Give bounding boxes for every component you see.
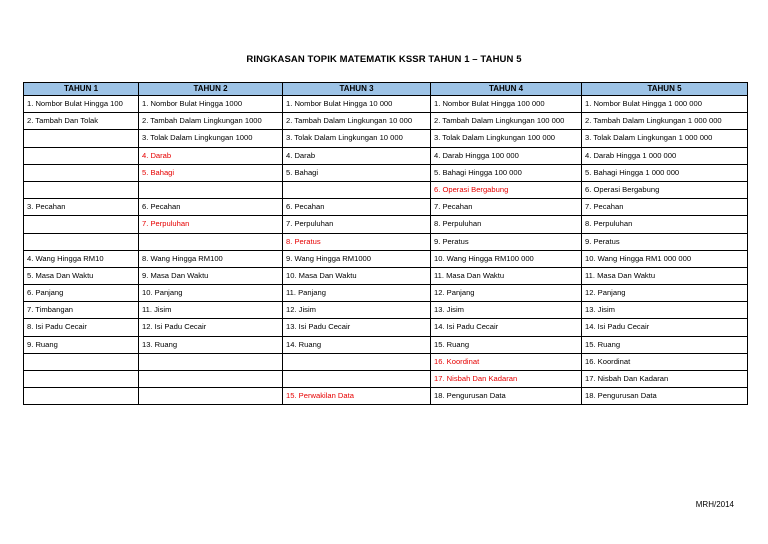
table-cell — [283, 371, 431, 388]
table-cell — [24, 147, 139, 164]
table-row — [24, 216, 748, 233]
header-tahun-3: TAHUN 3 — [283, 83, 431, 96]
table-row — [24, 96, 748, 113]
table-cell: 9. Ruang — [24, 336, 139, 353]
table-cell: 1. Nombor Bulat Hingga 1 000 000 — [582, 96, 748, 113]
table-cell: 1. Nombor Bulat Hingga 100 — [24, 96, 139, 113]
header-tahun-1: TAHUN 1 — [24, 83, 139, 96]
table-cell: 10. Masa Dan Waktu — [283, 267, 431, 284]
table-cell: 4. Darab Hingga 1 000 000 — [582, 147, 748, 164]
table-cell: 18. Pengurusan Data — [582, 388, 748, 405]
table-cell: 11. Masa Dan Waktu — [582, 267, 748, 284]
table-row — [24, 250, 748, 267]
table-cell: 4. Darab — [283, 147, 431, 164]
table-cell: 11. Jisim — [139, 302, 283, 319]
table-cell: 3. Pecahan — [24, 199, 139, 216]
topics-table — [23, 82, 748, 405]
table-cell: 10. Wang Hingga RM100 000 — [431, 250, 582, 267]
footer-code: MRH/2014 — [695, 500, 734, 509]
table-cell — [24, 130, 139, 147]
table-cell — [24, 388, 139, 405]
table-cell: 2. Tambah Dalam Lingkungan 1 000 000 — [582, 113, 748, 130]
table-cell: 5. Bahagi — [283, 164, 431, 181]
table-cell: 8. Wang Hingga RM100 — [139, 250, 283, 267]
table-cell: 2. Tambah Dalam Lingkungan 1000 — [139, 113, 283, 130]
table-cell: 7. Pecahan — [431, 199, 582, 216]
table-cell: 17. Nisbah Dan Kadaran — [431, 371, 582, 388]
table-cell: 2. Tambah Dalam Lingkungan 10 000 — [283, 113, 431, 130]
table-cell: 12. Jisim — [283, 302, 431, 319]
table-cell: 5. Bahagi Hingga 100 000 — [431, 164, 582, 181]
table-cell: 7. Perpuluhan — [139, 216, 283, 233]
table-cell: 17. Nisbah Dan Kadaran — [582, 371, 748, 388]
table-row — [24, 181, 748, 198]
header-tahun-4: TAHUN 4 — [431, 83, 582, 96]
table-cell: 3. Tolak Dalam Lingkungan 1 000 000 — [582, 130, 748, 147]
table-cell — [24, 164, 139, 181]
table-cell: 14. Ruang — [283, 336, 431, 353]
table-cell: 3. Tolak Dalam Lingkungan 100 000 — [431, 130, 582, 147]
table-cell: 8. Perpuluhan — [431, 216, 582, 233]
table-cell: 1. Nombor Bulat Hingga 100 000 — [431, 96, 582, 113]
table-cell: 3. Tolak Dalam Lingkungan 1000 — [139, 130, 283, 147]
table-cell — [24, 216, 139, 233]
table-cell: 7. Pecahan — [582, 199, 748, 216]
table-cell — [139, 371, 283, 388]
table-row — [24, 233, 748, 250]
table-cell — [24, 353, 139, 370]
table-row — [24, 130, 748, 147]
table-cell: 9. Masa Dan Waktu — [139, 267, 283, 284]
table-row — [24, 336, 748, 353]
table-cell: 11. Panjang — [283, 285, 431, 302]
table-cell: 12. Panjang — [431, 285, 582, 302]
table-row — [24, 319, 748, 336]
table-cell — [139, 181, 283, 198]
table-cell — [283, 353, 431, 370]
table-row — [24, 302, 748, 319]
page-title: RINGKASAN TOPIK MATEMATIK KSSR TAHUN 1 – TAHUN 5 — [246, 54, 522, 65]
table-row — [24, 285, 748, 302]
table-row — [24, 388, 748, 405]
table-cell: 4. Darab Hingga 100 000 — [431, 147, 582, 164]
table-cell — [24, 233, 139, 250]
table-cell: 6. Operasi Bergabung — [431, 181, 582, 198]
table-row — [24, 147, 748, 164]
table-cell — [283, 181, 431, 198]
table-row — [24, 371, 748, 388]
table-cell: 13. Jisim — [431, 302, 582, 319]
header-tahun-2: TAHUN 2 — [139, 83, 283, 96]
table-cell: 5. Masa Dan Waktu — [24, 267, 139, 284]
table-cell: 2. Tambah Dalam Lingkungan 100 000 — [431, 113, 582, 130]
table-cell: 6. Operasi Bergabung — [582, 181, 748, 198]
table-cell: 12. Panjang — [582, 285, 748, 302]
table-cell — [24, 181, 139, 198]
table-row — [24, 267, 748, 284]
table-cell: 6. Pecahan — [283, 199, 431, 216]
table-cell: 10. Panjang — [139, 285, 283, 302]
table-cell — [24, 371, 139, 388]
table-cell: 16. Koordinat — [431, 353, 582, 370]
table-cell — [139, 388, 283, 405]
table-cell: 16. Koordinat — [582, 353, 748, 370]
table-row — [24, 353, 748, 370]
header-tahun-5: TAHUN 5 — [582, 83, 748, 96]
table-cell: 1. Nombor Bulat Hingga 10 000 — [283, 96, 431, 113]
table-row — [24, 164, 748, 181]
table-cell: 3. Tolak Dalam Lingkungan 10 000 — [283, 130, 431, 147]
table-cell: 9. Peratus — [582, 233, 748, 250]
table-cell: 14. Isi Padu Cecair — [431, 319, 582, 336]
table-cell: 8. Isi Padu Cecair — [24, 319, 139, 336]
table-cell — [139, 233, 283, 250]
table-cell: 8. Perpuluhan — [582, 216, 748, 233]
table-cell: 14. Isi Padu Cecair — [582, 319, 748, 336]
table-cell: 4. Darab — [139, 147, 283, 164]
table-cell: 6. Panjang — [24, 285, 139, 302]
table-cell: 10. Wang Hingga RM1 000 000 — [582, 250, 748, 267]
table-cell: 8. Peratus — [283, 233, 431, 250]
table-cell: 9. Wang Hingga RM1000 — [283, 250, 431, 267]
table-body — [24, 96, 748, 405]
table-cell: 9. Peratus — [431, 233, 582, 250]
table-cell: 6. Pecahan — [139, 199, 283, 216]
table-cell: 15. Ruang — [582, 336, 748, 353]
table-cell: 15. Ruang — [431, 336, 582, 353]
table-cell: 13. Isi Padu Cecair — [283, 319, 431, 336]
header-row — [24, 83, 748, 96]
table-cell: 2. Tambah Dan Tolak — [24, 113, 139, 130]
table-cell — [139, 353, 283, 370]
table-cell: 5. Bahagi Hingga 1 000 000 — [582, 164, 748, 181]
table-row — [24, 199, 748, 216]
table-cell: 5. Bahagi — [139, 164, 283, 181]
table-cell: 13. Ruang — [139, 336, 283, 353]
table-cell: 11. Masa Dan Waktu — [431, 267, 582, 284]
table-cell: 15. Perwakilan Data — [283, 388, 431, 405]
table-row — [24, 113, 748, 130]
table-cell: 7. Timbangan — [24, 302, 139, 319]
table-cell: 1. Nombor Bulat Hingga 1000 — [139, 96, 283, 113]
table-cell: 7. Perpuluhan — [283, 216, 431, 233]
table-cell: 18. Pengurusan Data — [431, 388, 582, 405]
table-cell: 13. Jisim — [582, 302, 748, 319]
table-cell: 4. Wang Hingga RM10 — [24, 250, 139, 267]
table-cell: 12. Isi Padu Cecair — [139, 319, 283, 336]
